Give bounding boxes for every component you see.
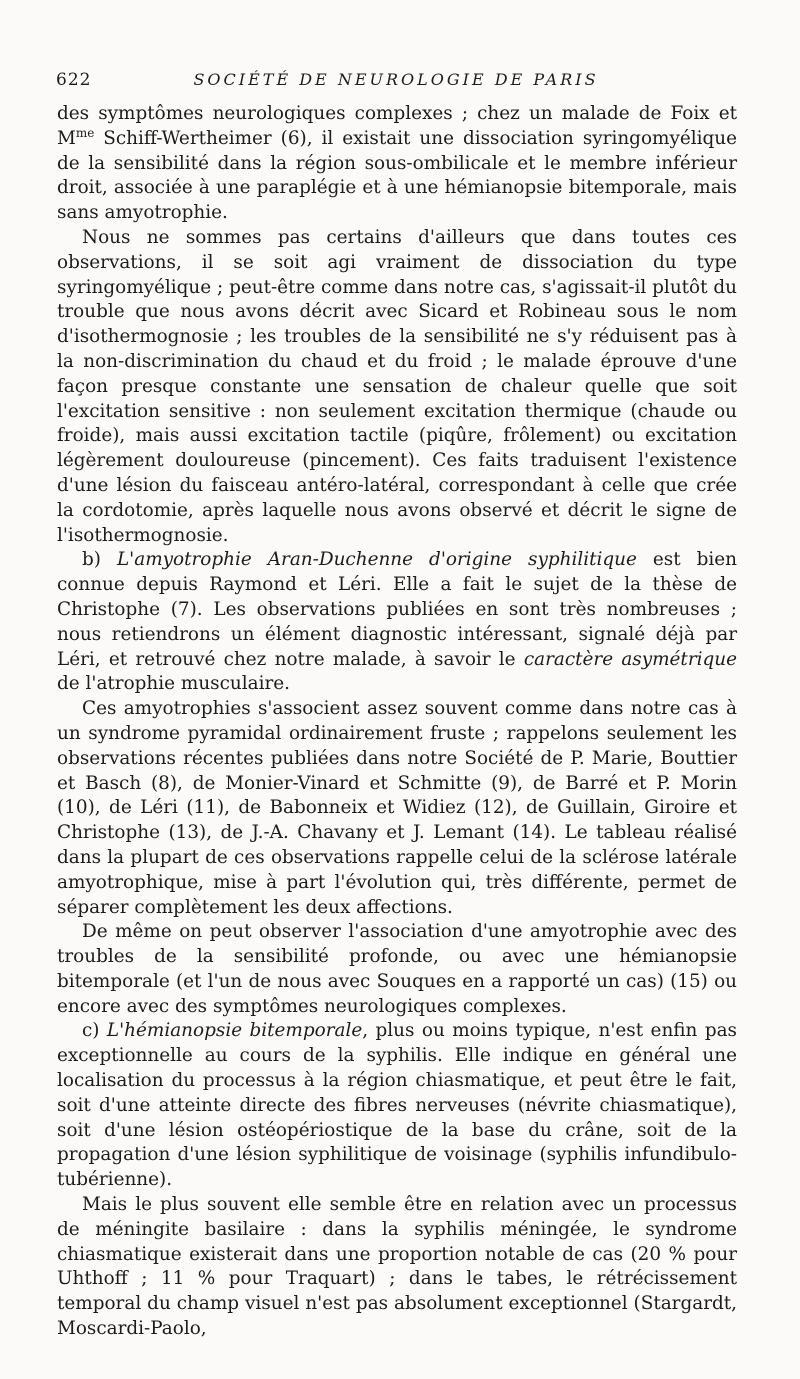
section-label: b) xyxy=(82,549,117,571)
paragraph: Nous ne sommes pas certains d'ailleurs que dans toutes ces observations, il se soit agi vraiment de dissociation du type syringomyélique ; peut-être comme dans notre cas, s'agissait-il plutôt du trouble que nous avons décrit avec Sicard et Robineau sous le nom d'isothermognosie ; les troubles de la sensibilité ne s'y réduisent pas à la non-discrimination du chaud et du froid ; le malade éprouve d'une façon presque constante une sensation de chaleur quelle que soit l'excitation sensitive : non seulement excitation thermique (chaude ou froide), mais aussi excitation tactile (piqûre, frôlement) ou excitation légèrement douloureuse (pincement). Ces faits traduisent l'existence d'une lésion du faisceau antéro-latéral, correspondant à celle que crée la cordotomie, après laquelle nous avons observé et décrit le signe de l'isothermognosie. xyxy=(57,226,737,546)
page-number: 622 xyxy=(56,70,92,90)
section-label: c) xyxy=(82,1020,107,1042)
text-run: des symptômes neurologiques complexes ; chez un malade de Foix et M xyxy=(57,103,737,149)
page-header xyxy=(56,70,736,100)
paragraph xyxy=(57,102,737,226)
text-run: de l'atrophie musculaire. xyxy=(57,673,290,695)
paragraph: Ces amyotrophies s'associent assez souvent comme dans notre cas à un syndrome pyramidal ordinairement fruste ; rappelons seulement les observations récentes publiées dans notre Société de P. Marie, Bouttier et Basch (8), de Monier-Vinard et Schmitte (9), de Barré et P. Morin (10), de Léri (11), de Babonneix et Widiez (12), de Guillain, Giroire et Christophe (13), de J.-A. Chavany et J. Lemant (14). Le tableau réalisé dans la plupart de ces observations rappelle celui de la sclérose latérale amyotrophique, mise à part l'évolution qui, très différente, permet de séparer complètement les deux affections. xyxy=(57,698,737,918)
text-run: Schiff-Wertheimer (6), il existait une dissociation syringomyélique de la sensibilité dans la région sous-ombilicale et le membre inférieur droit, associée à une paraplégie et à une hémianopsie bitemporale, mais sans amyotrophie. xyxy=(57,127,737,224)
page-body xyxy=(57,102,737,1342)
paragraph xyxy=(57,1019,737,1193)
superscript: me xyxy=(75,125,95,140)
text-run: est bien connue depuis Raymond et Léri. Elle a fait le sujet de la thèse de Christophe (7). Les observations publiées en sont très nombreuses ; nous retiendrons un élément diagnostic intéressant, signalé déjà par Léri, et retrouvé chez notre malade, à savoir le xyxy=(57,549,737,670)
paragraph xyxy=(57,548,737,697)
running-title: SOCIÉTÉ DE NEUROLOGIE DE PARIS xyxy=(193,70,599,89)
paragraph: Mais le plus souvent elle semble être en relation avec un processus de méningite basilaire : dans la syphilis méningée, le syndrome chiasmatique existerait dans une proportion notable de cas (20 % pour Uhthoff ; 11 % pour Traquart) ; dans le tabes, le rétrécissement temporal du champ visuel n'est pas absolument exceptionnel (Stargardt, Moscardi-Paolo, xyxy=(57,1194,737,1340)
section-title: L'hémianopsie bitemporale xyxy=(106,1020,363,1042)
emphasis: caractère asymétrique xyxy=(523,648,737,670)
text-run: , plus ou moins typique, n'est enfin pas exceptionnelle au cours de la syphilis. Elle indique en général une localisation du processus à la région chiasmatique, et peut être le fait, soit d'une atteinte directe des fibres nerveuses (névrite chiasmatique), soit d'une lésion ostéopériostique de la base du crâne, soit de la propagation d'une lésion syphilitique de voisinage (syphilis infundibulo-tubérienne). xyxy=(57,1020,737,1191)
section-title: L'amyotrophie Aran-Duchenne d'origine syphilitique xyxy=(116,549,637,571)
paragraph: De même on peut observer l'association d'une amyotrophie avec des troubles de la sensibilité profonde, ou avec une hémianopsie bitemporale (et l'un de nous avec Souques en a rapporté un cas) (15) ou encore avec des symptômes neurologiques complexes. xyxy=(57,921,737,1017)
